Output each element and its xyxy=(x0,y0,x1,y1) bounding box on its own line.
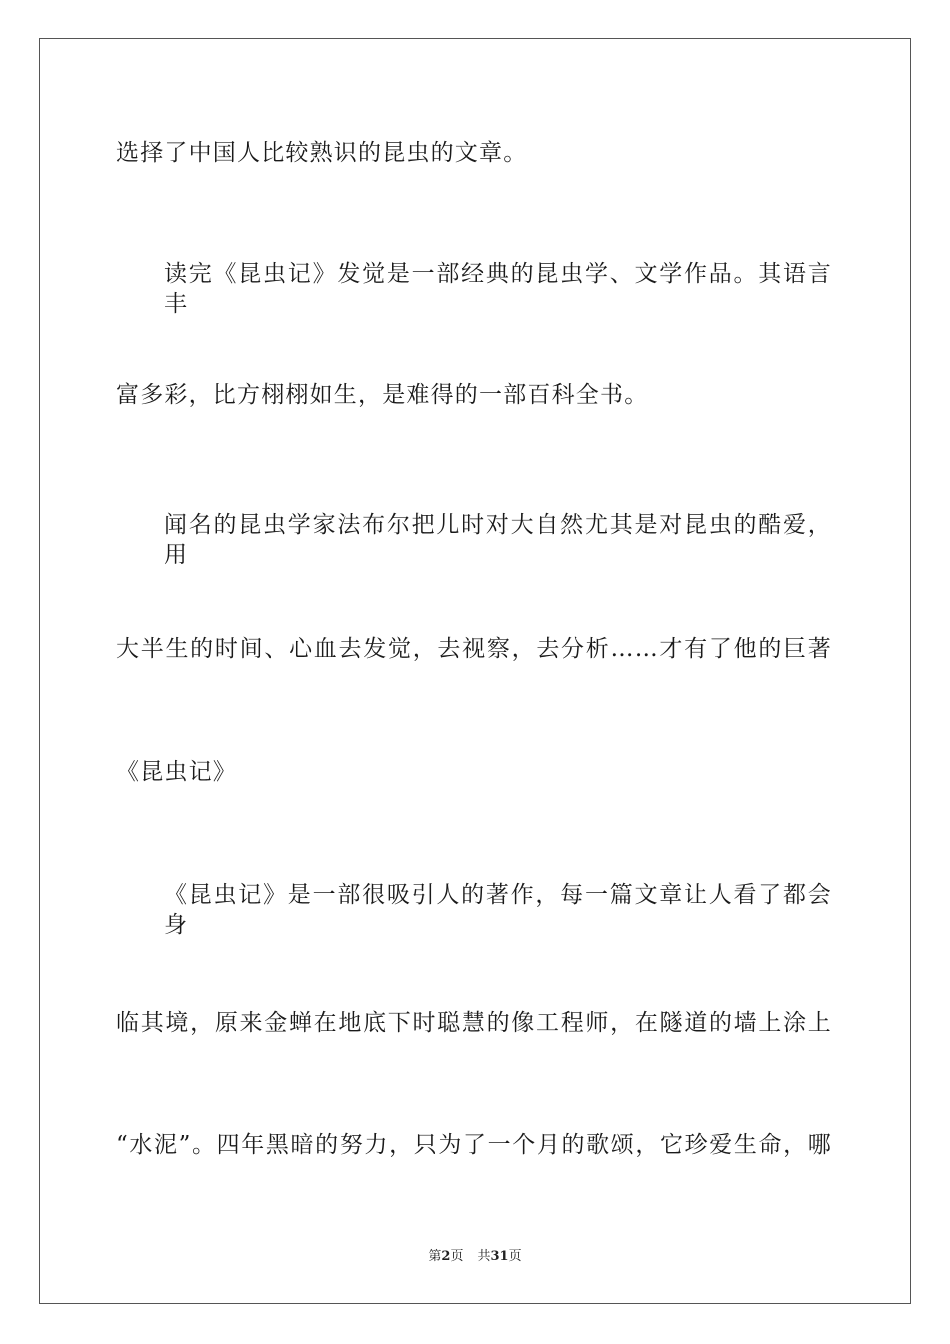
text-line-5: 大半生的时间、心血去发觉，去视察，去分析……才有了他的巨著 xyxy=(116,636,832,662)
footer-page-prefix: 第 xyxy=(428,1249,442,1264)
text-line-6: 《昆虫记》 xyxy=(116,759,237,785)
text-line-7: 《昆虫记》是一部很吸引人的著作，每一篇文章让人看了都会身 xyxy=(164,882,832,938)
footer-page-suffix: 页 xyxy=(450,1249,464,1264)
footer-total-prefix: 共 xyxy=(477,1249,491,1264)
footer-total-pages: 31 xyxy=(490,1249,509,1264)
page-footer xyxy=(0,1248,950,1266)
text-line-8: 临其境，原来金蝉在地底下时聪慧的像工程师，在隧道的墙上涂上 xyxy=(116,1010,832,1036)
text-line-3: 富多彩，比方栩栩如生，是难得的一部百科全书。 xyxy=(116,382,649,408)
text-line-9: “水泥”。四年黑暗的努力，只为了一个月的歌颂，它珍爱生命，哪 xyxy=(116,1132,832,1158)
page-border xyxy=(39,38,911,1304)
footer-total-suffix: 页 xyxy=(508,1249,522,1264)
footer-page-number: 2 xyxy=(441,1249,451,1264)
text-line-2: 读完《昆虫记》发觉是一部经典的昆虫学、文学作品。其语言丰 xyxy=(164,261,832,317)
text-line-1: 选择了中国人比较熟识的昆虫的文章。 xyxy=(116,140,528,166)
text-line-4: 闻名的昆虫学家法布尔把儿时对大自然尤其是对昆虫的酷爱，用 xyxy=(164,512,832,568)
